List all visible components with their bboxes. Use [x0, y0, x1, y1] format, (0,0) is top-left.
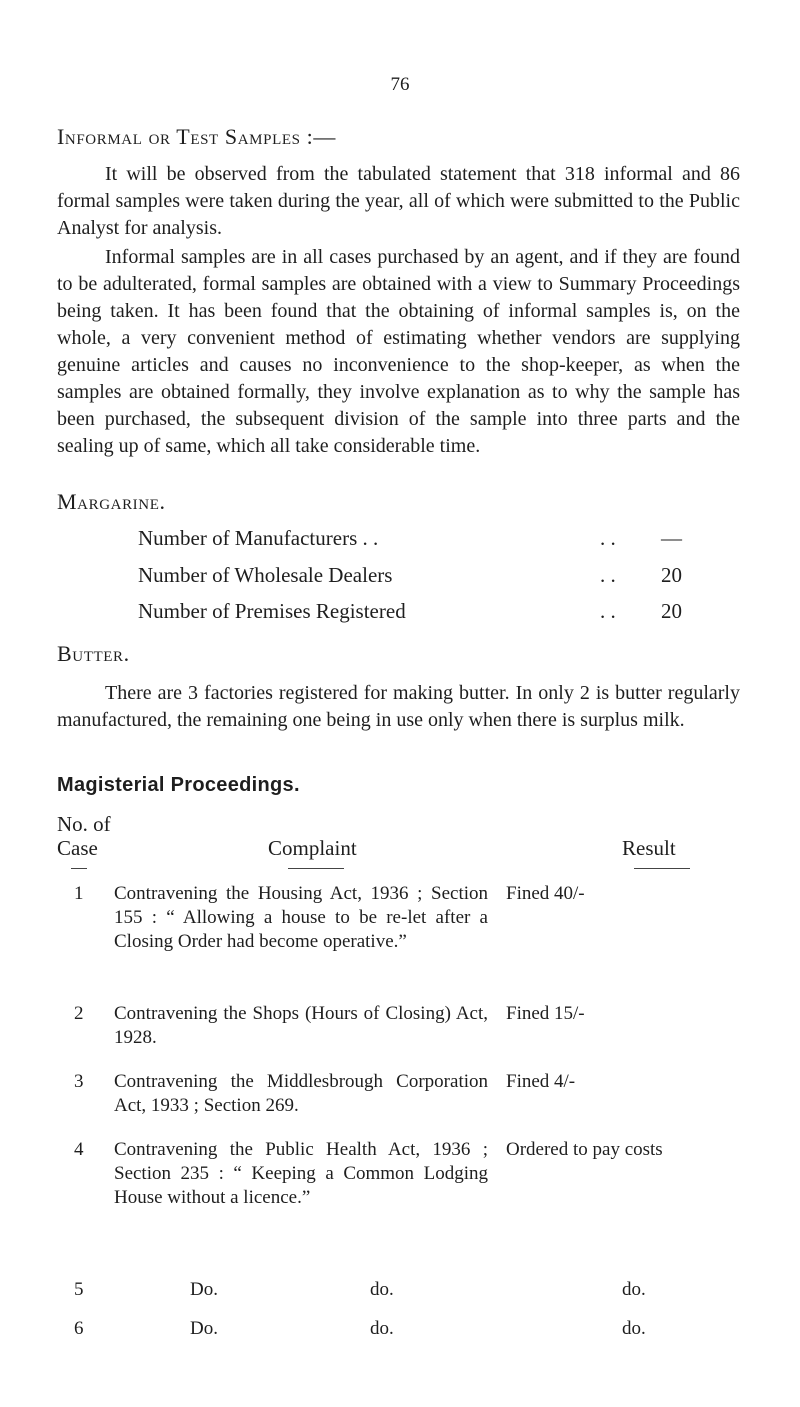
page-number: 76	[390, 74, 410, 95]
margarine-row-label: Number of Wholesale Dealers	[138, 563, 393, 587]
margarine-row-value: 20	[661, 599, 682, 623]
margarine-row-label: Number of Manufacturers . .	[138, 526, 379, 550]
case-result: Ordered to pay costs	[506, 1139, 663, 1160]
case-complaint: Contravening the Shops (Hours of Closing) Act, 1928.	[114, 1003, 488, 1048]
informal-paragraph-1	[57, 161, 740, 242]
case-complaint: Do.	[190, 1318, 218, 1339]
case-number: 2	[74, 1003, 84, 1024]
margarine-row-value: 20	[661, 563, 682, 587]
margarine-row-dots: . .	[600, 526, 616, 550]
butter-paragraph-text: There are 3 factories registered for making butter. In only 2 is butter regularly manufactured, the remaining one being in use only when there is surplus milk.	[57, 682, 740, 731]
column-rule-no	[71, 868, 87, 869]
case-complaint: Contravening the Middlesbrough Corporation Act, 1933 ; Section 269.	[114, 1071, 488, 1116]
case-number: 1	[74, 883, 84, 904]
margarine-row-dots: . .	[600, 563, 616, 587]
column-header-no-line2: Case	[57, 836, 98, 860]
case-complaint: Contravening the Public Health Act, 1936 ; Section 235 : “ Keeping a Common Lodging House without a licence.”	[114, 1139, 488, 1208]
case-complaint-ditto: do.	[370, 1279, 394, 1300]
informal-samples-heading: Informal or Test Samples :—	[57, 124, 336, 149]
case-result: Fined 4/-	[506, 1071, 576, 1092]
case-complaint: Do.	[190, 1279, 218, 1300]
butter-heading: Butter.	[57, 641, 130, 666]
magisterial-heading: Magisterial Proceedings.	[57, 774, 300, 796]
case-result: do.	[622, 1318, 646, 1339]
case-number: 5	[74, 1279, 84, 1300]
column-header-result: Result	[622, 836, 676, 860]
margarine-row-value: —	[661, 526, 682, 550]
case-complaint-ditto: do.	[370, 1318, 394, 1339]
case-complaint: Contravening the Housing Act, 1936 ; Section 155 : “ Allowing a house to be re-let after a Closing Order had become operative.”	[114, 883, 488, 952]
column-rule-complaint	[288, 868, 344, 869]
margarine-row-dots: . .	[600, 599, 616, 623]
butter-paragraph	[57, 680, 740, 734]
informal-paragraph-2	[57, 244, 740, 460]
margarine-heading: Margarine.	[57, 489, 166, 514]
informal-paragraph-2-text: Informal samples are in all cases purchased by an agent, and if they are found to be adulterated, formal samples are obtained with a view to Summary Proceedings being taken. It has been found that the obtaining of informal samples is, on the whole, a very convenient method of estimating whether vendors are supplying genuine articles and causes no inconvenience to the shop-keeper, as when the samples are obtained formally, they involve explanation as to why the sample has been purchased, the subsequent division of the sample into three parts and the sealing up of same, which all take considerable time.	[57, 246, 740, 457]
column-header-complaint: Complaint	[268, 836, 357, 860]
margarine-row-label: Number of Premises Registered	[138, 599, 406, 623]
case-number: 4	[74, 1139, 84, 1160]
case-number: 3	[74, 1071, 84, 1092]
informal-paragraph-1-text: It will be observed from the tabulated statement that 318 informal and 86 formal samples were taken during the year, all of which were submitted to the Public Analyst for analysis.	[57, 163, 740, 239]
column-rule-result	[634, 868, 690, 869]
case-result: do.	[622, 1279, 646, 1300]
case-result: Fined 40/-	[506, 883, 585, 904]
case-number: 6	[74, 1318, 84, 1339]
column-header-no-line1: No. of	[57, 812, 111, 836]
case-result: Fined 15/-	[506, 1003, 585, 1024]
